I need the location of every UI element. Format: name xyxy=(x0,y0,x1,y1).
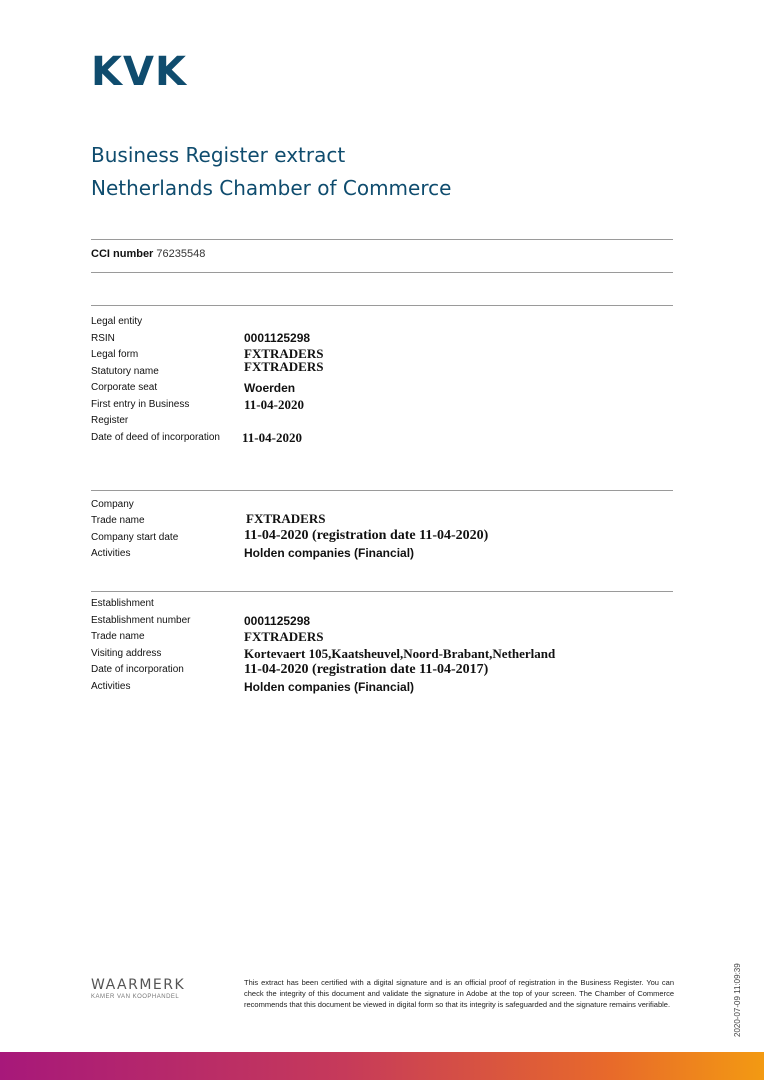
field-label-deed-date: Date of deed of incorporation xyxy=(91,432,220,443)
waarmerk-logo: WAARMERK xyxy=(91,977,186,993)
field-value-establishment-trade-name: FXTRADERS xyxy=(244,629,324,644)
field-value-first-entry: 11-04-2020 xyxy=(244,397,304,412)
field-value-visiting-address: Kortevaert 105,Kaatsheuvel,Noord-Brabant,Netherland xyxy=(244,646,556,661)
field-value-company-start-date: 11-04-2020 (registration date 11-04-2020) xyxy=(244,528,489,543)
timestamp-stamp: 2020-07-09 11:09:39 xyxy=(733,963,742,1037)
page-subtitle: Netherlands Chamber of Commerce xyxy=(91,176,452,200)
field-label-company-start-date: Company start date xyxy=(91,532,179,543)
footer-gradient-bar xyxy=(0,1052,764,1080)
field-label-trade-name: Trade name xyxy=(91,515,145,526)
field-label-first-entry: First entry in Business xyxy=(91,399,190,410)
field-label-register: Register xyxy=(91,415,129,426)
field-value-deed-date: 11-04-2020 xyxy=(242,430,302,445)
field-value-corporate-seat: Woerden xyxy=(244,381,296,395)
divider xyxy=(91,490,673,491)
certification-disclaimer: This extract has been certified with a digital signature and is an official proof of registration in the Business Register. You can check the integrity of this document and validate the signature in Adobe at the top of your screen. The Chamber of Commerce recommends that this document be viewed in digital form so that its integrity is safeguarded and the signature remains verifiable. xyxy=(244,978,674,1009)
field-label-establishment-trade-name: Trade name xyxy=(91,631,145,642)
section-company: Company xyxy=(91,499,134,510)
section-establishment: Establishment xyxy=(91,598,154,609)
divider xyxy=(91,239,673,240)
field-label-legal-form: Legal form xyxy=(91,349,139,360)
section-legal-entity: Legal entity xyxy=(91,316,143,327)
field-label-date-of-incorporation: Date of incorporation xyxy=(91,664,184,675)
field-value-legal-form: FXTRADERS xyxy=(244,346,324,361)
field-value-statutory-name: FXTRADERS xyxy=(244,359,324,374)
kvk-logo: KVK xyxy=(91,49,187,95)
cci-number xyxy=(91,248,205,260)
field-value-establishment-number: 0001125298 xyxy=(244,614,311,628)
divider xyxy=(91,272,673,273)
cci-label: CCI number xyxy=(91,248,154,260)
field-label-establishment-number: Establishment number xyxy=(91,615,191,626)
waarmerk-subtitle: KAMER VAN KOOPHANDEL xyxy=(91,994,180,1000)
cci-value: 76235548 xyxy=(156,248,206,260)
field-value-date-of-incorporation: 11-04-2020 (registration date 11-04-2017) xyxy=(244,662,489,677)
field-label-corporate-seat: Corporate seat xyxy=(91,382,158,393)
divider xyxy=(91,591,673,592)
field-label-establishment-activities: Activities xyxy=(91,681,131,692)
field-value-establishment-activities: Holden companies (Financial) xyxy=(244,680,415,694)
divider xyxy=(91,305,673,306)
field-label-visiting-address: Visiting address xyxy=(91,648,162,659)
field-label-statutory-name: Statutory name xyxy=(91,366,159,377)
field-label-activities: Activities xyxy=(91,548,131,559)
field-value-trade-name: FXTRADERS xyxy=(246,511,326,526)
field-value-activities: Holden companies (Financial) xyxy=(244,546,415,560)
page-title: Business Register extract xyxy=(91,143,346,167)
field-value-rsin: 0001125298 xyxy=(244,331,311,345)
field-label-rsin: RSIN xyxy=(91,333,115,344)
